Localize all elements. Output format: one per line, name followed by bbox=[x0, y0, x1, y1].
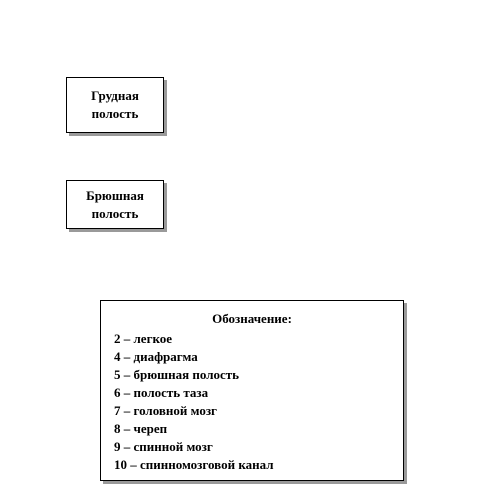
legend-item: 10 – спинномозговой канал bbox=[114, 457, 274, 472]
chest-cavity-box bbox=[66, 77, 164, 133]
legend-item: 7 – головной мозг bbox=[114, 403, 217, 418]
legend-item: 9 – спинной мозг bbox=[114, 439, 213, 454]
legend-box bbox=[100, 300, 404, 481]
legend-item: 6 – полость таза bbox=[114, 385, 209, 400]
legend-title: Обозначение: bbox=[212, 311, 292, 326]
legend-item: 2 – легкое bbox=[114, 331, 173, 346]
chest-cavity-label-line1: Грудная bbox=[91, 88, 139, 103]
abdominal-cavity-box bbox=[66, 180, 164, 229]
abdominal-cavity-label-line1: Брюшная bbox=[86, 187, 144, 203]
chest-cavity-label-line2: полость bbox=[91, 106, 139, 121]
legend-item: 5 – брюшная полость bbox=[114, 367, 240, 382]
legend-item: 4 – диафрагма bbox=[114, 349, 198, 364]
legend-item: 8 – череп bbox=[114, 421, 168, 436]
abdominal-cavity-label-line2: полость bbox=[91, 205, 139, 221]
